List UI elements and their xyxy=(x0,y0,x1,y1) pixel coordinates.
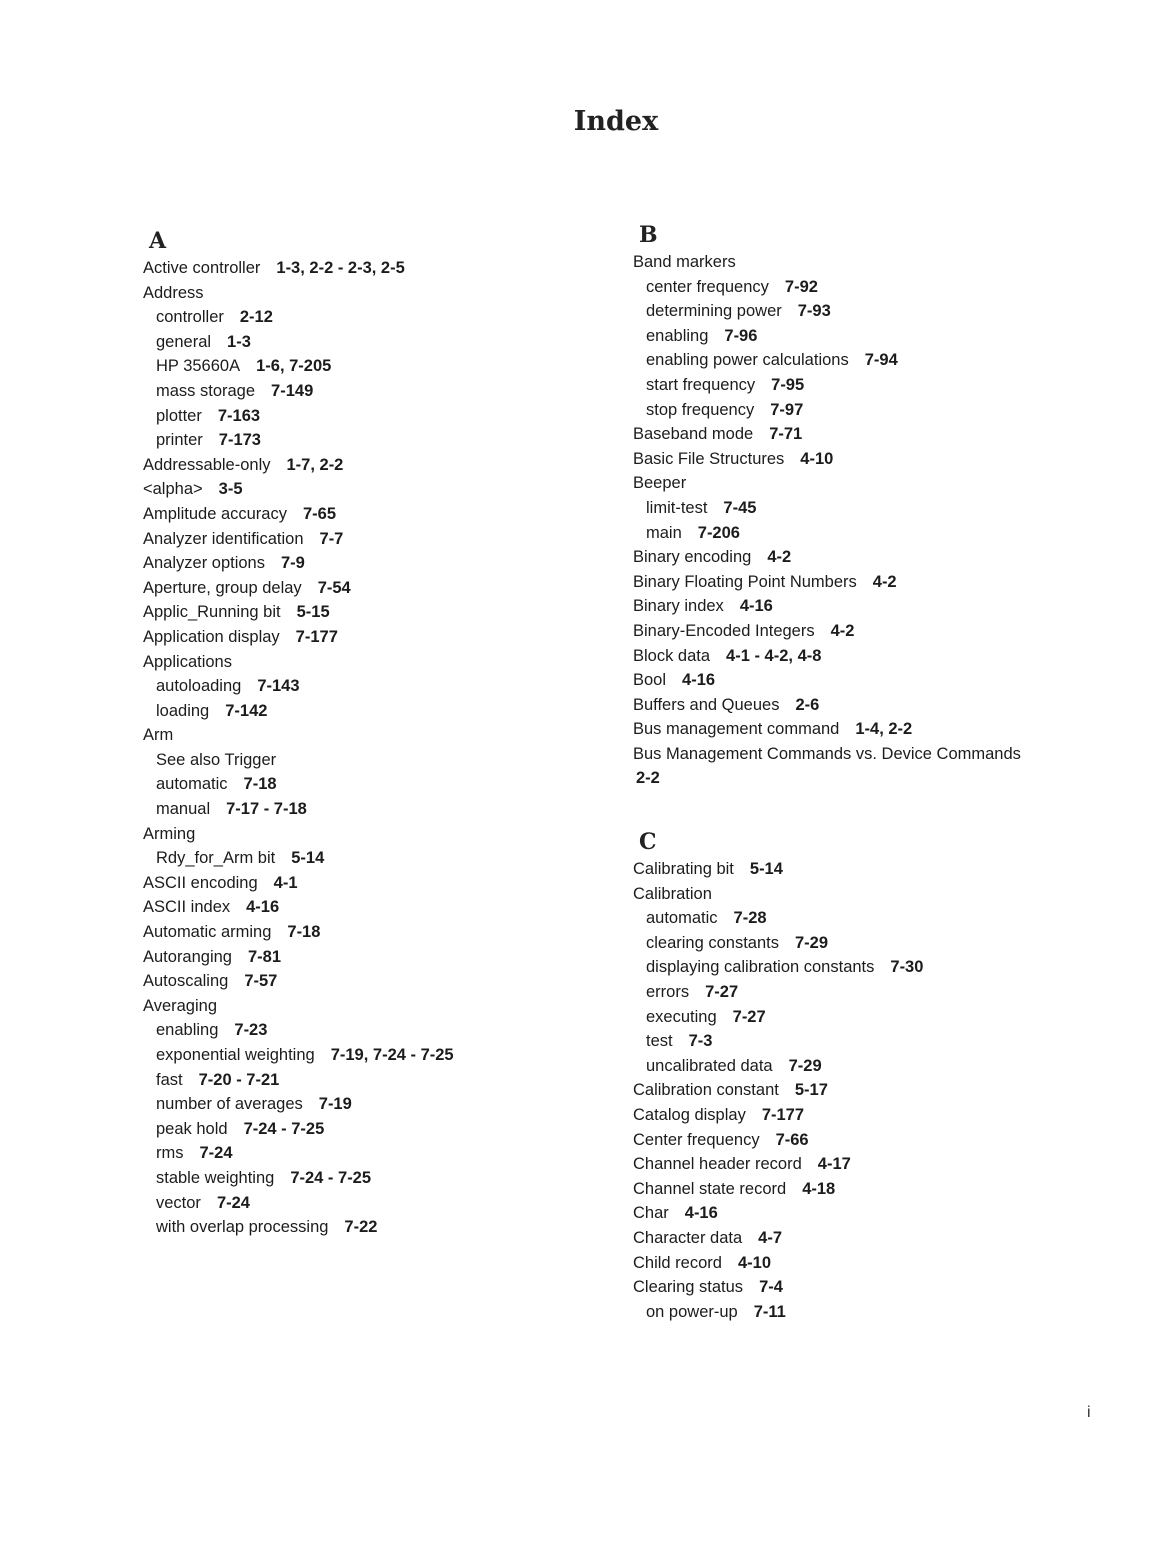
entry-page-refs: 7-22 xyxy=(344,1218,378,1237)
entry-term: loading xyxy=(156,701,210,720)
entry-term: Binary-Encoded Integers xyxy=(633,621,815,640)
entry-term: Channel header record xyxy=(633,1155,802,1174)
entry-term: Child record xyxy=(633,1253,722,1272)
index-subentry xyxy=(633,931,1153,956)
entry-term: Address xyxy=(143,283,204,302)
entry-page-refs: 4-2 xyxy=(872,572,897,591)
entry-page-refs: 7-92 xyxy=(784,277,818,296)
index-entry xyxy=(633,742,1153,767)
entry-page-refs: 7-23 xyxy=(234,1021,268,1040)
entry-term: Analyzer options xyxy=(143,554,265,573)
entry-page-refs: 7-7 xyxy=(319,529,344,548)
entry-term: See also Trigger xyxy=(156,750,277,769)
entry-term: Calibration constant xyxy=(633,1081,779,1100)
section-gap xyxy=(633,791,1153,827)
entry-page-refs: 7-143 xyxy=(257,677,300,696)
entry-term: Arm xyxy=(143,726,174,745)
entry-page-refs: 7-19, 7-24 - 7-25 xyxy=(330,1046,454,1064)
entry-term: controller xyxy=(156,308,224,327)
entry-page-refs: 7-4 xyxy=(759,1278,783,1297)
entry-page-refs: 7-93 xyxy=(797,302,831,321)
index-subentry xyxy=(633,299,1153,324)
entry-term: vector xyxy=(156,1193,201,1212)
index-subentry xyxy=(143,1141,613,1166)
entry-term: Autoscaling xyxy=(143,972,229,991)
section-letter: B xyxy=(639,222,658,248)
index-subentry xyxy=(143,305,613,330)
index-subentry xyxy=(143,748,613,773)
index-entry xyxy=(633,250,1153,275)
entry-term: HP 35660A xyxy=(156,357,241,376)
entry-term: main xyxy=(646,523,682,542)
entry-term: Calibrating bit xyxy=(633,860,734,879)
entry-page-refs: 7-95 xyxy=(771,375,805,394)
entry-term: Bus management command xyxy=(633,720,840,739)
entry-page-refs: 7-149 xyxy=(271,381,314,400)
entry-page-refs: 7-27 xyxy=(705,983,739,1002)
index-entry xyxy=(143,822,613,847)
entry-page-refs: 5-15 xyxy=(296,603,330,622)
entry-term: Amplitude accuracy xyxy=(143,504,287,523)
entry-page-refs: 7-18 xyxy=(243,775,277,794)
entry-term: fast xyxy=(156,1070,183,1089)
entry-term: automatic xyxy=(646,909,718,928)
page-title: Index xyxy=(573,106,659,137)
index-subentry xyxy=(143,846,613,871)
index-entry xyxy=(633,1078,1153,1103)
entry-term: displaying calibration constants xyxy=(646,958,875,977)
entry-page-refs: 7-66 xyxy=(775,1130,809,1149)
index-subentry xyxy=(143,1043,613,1068)
entry-term: Clearing status xyxy=(633,1278,744,1297)
entry-page-refs: 4-17 xyxy=(817,1155,851,1174)
index-entry xyxy=(143,895,613,920)
index-entry xyxy=(143,969,613,994)
index-subentry xyxy=(143,1166,613,1191)
entry-term: Bus Management Commands vs. Device Commands xyxy=(633,744,1021,763)
entry-term: exponential weighting xyxy=(156,1046,315,1064)
entry-term: enabling xyxy=(646,326,709,345)
index-subentry xyxy=(633,348,1153,373)
entry-page-refs: 3-5 xyxy=(218,480,243,499)
entry-term: peak hold xyxy=(156,1119,228,1138)
index-entry xyxy=(143,920,613,945)
entry-page-refs: 7-17 - 7-18 xyxy=(226,800,307,819)
entry-term: printer xyxy=(156,431,203,450)
index-entry xyxy=(633,857,1153,882)
entry-page-refs: 7-20 - 7-21 xyxy=(198,1070,280,1089)
entry-term: Arming xyxy=(143,824,196,843)
entry-term: enabling power calculations xyxy=(646,351,849,370)
entry-term: Character data xyxy=(633,1228,743,1247)
index-entry xyxy=(633,1103,1153,1128)
index-entry xyxy=(143,650,613,675)
index-entry xyxy=(143,723,613,748)
entry-term: determining power xyxy=(646,302,782,321)
entry-term: <alpha> xyxy=(143,480,203,499)
index-entry xyxy=(143,625,613,650)
index-entry xyxy=(633,766,1153,791)
entry-term: general xyxy=(156,332,212,351)
index-subentry xyxy=(143,330,613,355)
entry-term: Binary encoding xyxy=(633,548,752,567)
entry-term: Averaging xyxy=(143,996,218,1015)
entry-term: ASCII encoding xyxy=(143,873,258,892)
index-entry xyxy=(633,1251,1153,1276)
entry-term: Binary Floating Point Numbers xyxy=(633,572,857,591)
index-entry xyxy=(633,1177,1153,1202)
entry-page-refs: 1-6, 7-205 xyxy=(256,357,332,376)
entry-term: limit-test xyxy=(646,498,708,517)
entry-term: Application display xyxy=(143,627,280,646)
index-entry xyxy=(633,1226,1153,1251)
entry-term: stop frequency xyxy=(646,400,755,419)
entry-page-refs: 2-6 xyxy=(795,695,820,714)
index-entry xyxy=(633,1275,1153,1300)
entry-page-refs: 7-96 xyxy=(724,326,758,345)
index-entry xyxy=(143,994,613,1019)
entry-term: executing xyxy=(646,1007,717,1026)
entry-page-refs: 7-18 xyxy=(287,923,321,942)
entry-page-refs: 7-9 xyxy=(281,554,305,573)
entry-term: on power-up xyxy=(646,1302,738,1321)
index-subentry xyxy=(633,955,1153,980)
index-entry xyxy=(633,545,1153,570)
entry-page-refs: 7-81 xyxy=(248,947,282,966)
entry-page-refs: 5-17 xyxy=(794,1081,828,1100)
entry-page-refs: 7-24 xyxy=(199,1144,233,1163)
index-subentry xyxy=(633,324,1153,349)
entry-page-refs: 7-177 xyxy=(761,1106,805,1124)
entry-page-refs: 5-14 xyxy=(291,849,325,868)
entry-page-refs: 4-2 xyxy=(830,621,855,640)
entry-term: errors xyxy=(646,983,690,1002)
entry-term: clearing constants xyxy=(646,933,779,952)
page-number: i xyxy=(1087,1404,1091,1421)
entry-page-refs: 7-28 xyxy=(733,909,767,928)
entry-term: plotter xyxy=(156,406,202,425)
entry-term: test xyxy=(646,1032,673,1051)
section-letter: A xyxy=(149,228,167,254)
entry-term: Buffers and Queues xyxy=(633,695,780,714)
index-entry xyxy=(143,453,613,478)
entry-page-refs: 7-24 - 7-25 xyxy=(290,1168,372,1187)
entry-page-refs: 4-7 xyxy=(758,1228,783,1247)
entry-term: Channel state record xyxy=(633,1179,787,1198)
entry-term: Applications xyxy=(143,652,232,671)
entry-term: center frequency xyxy=(646,277,769,296)
index-entry xyxy=(633,1201,1153,1226)
entry-term: ASCII index xyxy=(143,898,231,917)
entry-term: manual xyxy=(156,800,211,819)
index-entry xyxy=(633,882,1153,907)
index-subentry xyxy=(633,1029,1153,1054)
index-entry xyxy=(143,871,613,896)
index-column-left xyxy=(143,226,613,1240)
index-entry xyxy=(633,693,1153,718)
index-subentry xyxy=(633,496,1153,521)
index-entry xyxy=(143,945,613,970)
index-subentry xyxy=(633,275,1153,300)
entry-term: Applic_Running bit xyxy=(143,603,281,622)
index-entry xyxy=(143,576,613,601)
entry-page-refs: 4-16 xyxy=(739,597,773,616)
entry-page-refs: 7-71 xyxy=(769,425,803,444)
entry-term: Automatic arming xyxy=(143,923,272,942)
entry-page-refs: 7-45 xyxy=(723,498,757,517)
entry-term: stable weighting xyxy=(156,1168,275,1187)
entry-term: uncalibrated data xyxy=(646,1056,773,1075)
entry-page-refs: 1-3 xyxy=(227,332,251,351)
index-entry xyxy=(143,551,613,576)
entry-term: Baseband mode xyxy=(633,425,754,444)
entry-page-refs: 4-16 xyxy=(682,671,716,690)
index-subentry xyxy=(143,1117,613,1142)
index-subentry xyxy=(633,1005,1153,1030)
entry-term: enabling xyxy=(156,1021,219,1040)
index-entry xyxy=(633,619,1153,644)
index-subentry xyxy=(633,980,1153,1005)
index-subentry xyxy=(633,398,1153,423)
index-subentry xyxy=(143,428,613,453)
entry-page-refs: 7-65 xyxy=(302,504,337,523)
entry-page-refs: 7-29 xyxy=(788,1056,822,1075)
index-entry xyxy=(633,447,1153,472)
entry-term: Basic File Structures xyxy=(633,449,785,468)
entry-term: Beeper xyxy=(633,474,687,493)
index-subentry xyxy=(143,1068,613,1093)
index-subentry xyxy=(143,674,613,699)
entry-page-refs: 7-97 xyxy=(770,400,804,419)
entry-page-refs: 7-142 xyxy=(225,701,268,720)
entry-page-refs: 5-14 xyxy=(749,860,783,879)
entry-page-refs: 1-7, 2-2 xyxy=(286,455,344,474)
entry-page-refs: 4-16 xyxy=(246,898,280,917)
index-entry xyxy=(633,1128,1153,1153)
entry-page-refs: 7-24 - 7-25 xyxy=(243,1119,325,1138)
entry-page-refs: 7-57 xyxy=(244,972,278,991)
index-subentry xyxy=(633,1300,1153,1325)
index-entry xyxy=(633,644,1153,669)
entry-term: automatic xyxy=(156,775,228,794)
entry-term: autoloading xyxy=(156,677,242,696)
index-entry xyxy=(633,471,1153,496)
index-subentry xyxy=(143,379,613,404)
entry-page-refs: 7-206 xyxy=(697,523,740,542)
entry-page-refs: 7-3 xyxy=(688,1032,713,1051)
entry-term: start frequency xyxy=(646,375,756,394)
index-subentry xyxy=(143,699,613,724)
entry-page-refs: 7-173 xyxy=(218,431,261,450)
entry-term: Addressable-only xyxy=(143,455,271,474)
index-subentry xyxy=(143,772,613,797)
entry-term: Analyzer identification xyxy=(143,529,304,548)
index-subentry xyxy=(633,1054,1153,1079)
entry-page-refs: 1-3, 2-2 - 2-3, 2-5 xyxy=(276,259,405,277)
entry-term: Autoranging xyxy=(143,947,232,966)
index-subentry xyxy=(143,1092,613,1117)
entry-page-refs: 4-1 - 4-2, 4-8 xyxy=(726,646,822,665)
index-entry xyxy=(143,600,613,625)
index-entry xyxy=(633,1152,1153,1177)
entry-term: Bool xyxy=(633,671,667,690)
entry-term: Char xyxy=(633,1204,669,1223)
entry-term: Binary index xyxy=(633,597,724,616)
index-entry xyxy=(143,502,613,527)
entry-page-refs: 7-30 xyxy=(890,958,924,977)
entry-page-refs: 7-177 xyxy=(295,627,338,646)
entry-page-refs: 7-163 xyxy=(217,406,261,425)
index-subentry xyxy=(143,1215,613,1240)
entry-term: Band markers xyxy=(633,253,736,271)
entry-page-refs: 4-1 xyxy=(273,873,298,892)
index-entry xyxy=(633,570,1153,595)
entry-page-refs: 7-29 xyxy=(795,933,829,952)
entry-page-refs: 4-18 xyxy=(802,1179,836,1198)
index-subentry xyxy=(633,521,1153,546)
entry-page-refs: 4-10 xyxy=(800,449,834,468)
entry-page-refs: 1-4, 2-2 xyxy=(855,720,913,739)
entry-page-refs: 7-19 xyxy=(318,1095,352,1114)
entry-page-refs: 2-2 xyxy=(636,769,660,788)
index-subentry xyxy=(143,404,613,429)
index-entry xyxy=(633,668,1153,693)
entry-term: Rdy_for_Arm bit xyxy=(156,849,276,868)
index-entry xyxy=(143,256,613,281)
entry-page-refs: 4-2 xyxy=(767,548,792,567)
index-subentry xyxy=(633,373,1153,398)
index-column-right xyxy=(633,220,1153,1324)
entry-term: Aperture, group delay xyxy=(143,578,302,597)
entry-term: mass storage xyxy=(156,381,256,400)
entry-term: Active controller xyxy=(143,259,261,277)
index-subentry xyxy=(143,797,613,822)
index-entry xyxy=(143,477,613,502)
entry-page-refs: 4-16 xyxy=(684,1204,718,1223)
entry-page-refs: 7-94 xyxy=(864,351,898,370)
entry-term: rms xyxy=(156,1144,184,1163)
entry-page-refs: 7-27 xyxy=(732,1007,766,1026)
index-subentry xyxy=(143,354,613,379)
entry-term: Catalog display xyxy=(633,1106,746,1124)
index-entry xyxy=(633,717,1153,742)
index-entry xyxy=(143,527,613,552)
entry-term: Calibration xyxy=(633,884,712,903)
index-entry xyxy=(143,281,613,306)
entry-term: number of averages xyxy=(156,1095,303,1114)
entry-page-refs: 2-12 xyxy=(239,308,273,327)
section-letter: C xyxy=(639,829,657,856)
entry-page-refs: 4-10 xyxy=(737,1253,771,1272)
entry-term: Block data xyxy=(633,646,711,665)
index-subentry xyxy=(143,1191,613,1216)
index-subentry xyxy=(143,1018,613,1043)
index-entry xyxy=(633,422,1153,447)
entry-term: Center frequency xyxy=(633,1130,760,1149)
index-subentry xyxy=(633,906,1153,931)
entry-page-refs: 7-11 xyxy=(753,1302,786,1321)
index-entry xyxy=(633,594,1153,619)
entry-page-refs: 7-54 xyxy=(317,578,351,597)
entry-page-refs: 7-24 xyxy=(216,1193,250,1212)
entry-term: with overlap processing xyxy=(156,1218,329,1237)
